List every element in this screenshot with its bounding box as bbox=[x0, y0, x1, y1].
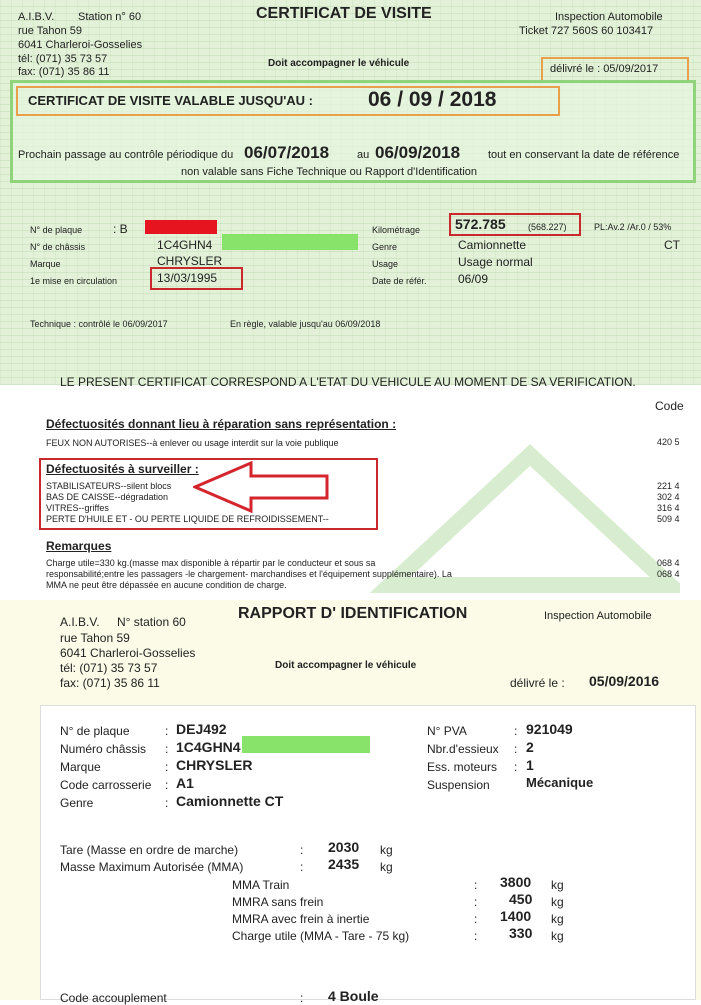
remarks-line: MMA ne peut être dépassée en aucune condition de charge. bbox=[46, 580, 287, 590]
valid-label: CERTIFICAT DE VISITE VALABLE JUSQU'AU : bbox=[28, 93, 314, 108]
watch-title: Défectuosités à surveiller : bbox=[46, 462, 199, 476]
pl-info: PL:Av.2 /Ar.0 / 53% bbox=[594, 222, 672, 232]
mma-value: 1400 bbox=[500, 908, 532, 924]
mma-colon: : bbox=[474, 895, 478, 909]
coupling-colon: : bbox=[300, 991, 304, 1005]
watch-item-code: 509 4 bbox=[657, 514, 680, 524]
mass-unit: kg bbox=[380, 843, 393, 857]
usage-value: Usage normal bbox=[458, 255, 533, 269]
field-value: 2 bbox=[526, 739, 534, 755]
cert-subtitle: Doit accompagner le véhicule bbox=[268, 58, 410, 69]
mma-unit: kg bbox=[551, 878, 564, 892]
watch-item: STABILISATEURS--silent blocs bbox=[46, 481, 172, 491]
field-label: Nbr.d'essieux bbox=[427, 742, 499, 756]
technique-status: En règle, valable jusqu'au 06/09/2018 bbox=[230, 319, 381, 329]
field-value: Camionnette CT bbox=[176, 793, 284, 809]
report-issued-value: 05/09/2016 bbox=[589, 673, 660, 689]
brand-value: CHRYSLER bbox=[157, 254, 223, 268]
valid-date: 06 / 09 / 2018 bbox=[368, 88, 497, 111]
watch-item-code: 302 4 bbox=[657, 492, 680, 502]
usage-label: Usage bbox=[372, 259, 399, 269]
report-fax: fax: (071) 35 86 11 bbox=[60, 676, 160, 690]
remarks-line: responsabilité;entre les passagers -le chargement- marchandises et l'équipement supplémentaire). La bbox=[46, 569, 452, 579]
cert-ticket: Ticket 727 560S 60 103417 bbox=[519, 25, 654, 37]
repair-title: Défectuosités donnant lieu à réparation sans représentation : bbox=[46, 417, 397, 431]
watch-item: PERTE D'HUILE ET - OU PERTE LIQUIDE DE REFROIDISSEMENT-- bbox=[46, 514, 329, 524]
field-value: CHRYSLER bbox=[176, 757, 253, 773]
report-station: N° station 60 bbox=[117, 615, 186, 629]
mma-label: MMRA sans frein bbox=[232, 895, 324, 909]
km-value: 572.785 bbox=[455, 216, 506, 232]
field-label: N° de plaque bbox=[60, 724, 130, 738]
field-colon: : bbox=[514, 760, 518, 774]
repair-item: FEUX NON AUTORISES--à enlever ou usage interdit sur la voie publique bbox=[46, 438, 339, 448]
next-from: 06/07/2018 bbox=[244, 143, 330, 162]
remarks-line: Charge utile=330 kg.(masse max disponible à répartir par le conducteur et sous sa bbox=[46, 558, 376, 568]
watch-item-code: 221 4 bbox=[657, 481, 680, 491]
mass-value: 2435 bbox=[328, 856, 360, 872]
mass-colon: : bbox=[300, 860, 304, 874]
report-title: RAPPORT D' IDENTIFICATION bbox=[238, 605, 468, 622]
mma-colon: : bbox=[474, 929, 478, 943]
field-value: 1C4GHN4 bbox=[176, 739, 241, 755]
field-colon: : bbox=[514, 742, 518, 756]
next-mid: au bbox=[357, 149, 370, 161]
genre-label: Genre bbox=[372, 242, 398, 252]
field-label: Suspension bbox=[427, 778, 490, 792]
remarks-code: 068 4 bbox=[657, 558, 680, 568]
watch-item: BAS DE CAISSE--dégradation bbox=[46, 492, 169, 502]
ref-value: 06/09 bbox=[458, 272, 489, 286]
field-colon: : bbox=[165, 796, 169, 810]
arrow-left-icon bbox=[193, 461, 331, 513]
field-colon: : bbox=[165, 760, 169, 774]
mma-label: MMA Train bbox=[232, 878, 290, 892]
coupling-label: Code accouplement bbox=[60, 991, 167, 1005]
field-label: N° PVA bbox=[427, 724, 467, 738]
field-value: Mécanique bbox=[526, 775, 594, 790]
field-value: DEJ492 bbox=[176, 721, 227, 737]
mass-colon: : bbox=[300, 843, 304, 857]
cert-street: rue Tahon 59 bbox=[18, 25, 83, 37]
first-reg-label: 1e mise en circulation bbox=[30, 276, 118, 286]
mma-label: Charge utile (MMA - Tare - 75 kg) bbox=[232, 929, 410, 943]
cert-notice: non valable sans Fiche Technique ou Rapport d'Identification bbox=[181, 166, 478, 178]
next-suffix: tout en conservant la date de référence bbox=[488, 149, 680, 161]
report-street: rue Tahon 59 bbox=[60, 631, 130, 645]
field-value: A1 bbox=[176, 775, 194, 791]
field-label: Code carrosserie bbox=[60, 778, 152, 792]
field-value: 1 bbox=[526, 757, 534, 773]
remarks-code: 068 4 bbox=[657, 569, 680, 579]
mma-colon: : bbox=[474, 878, 478, 892]
mass-unit: kg bbox=[380, 860, 393, 874]
next-to: 06/09/2018 bbox=[375, 143, 461, 162]
first-reg-value: 13/03/1995 bbox=[157, 271, 218, 285]
field-colon: : bbox=[165, 778, 169, 792]
cert-city: 6041 Charleroi-Gosselies bbox=[18, 39, 143, 51]
field-value: 921049 bbox=[526, 721, 573, 737]
report-subtitle: Doit accompagner le véhicule bbox=[275, 660, 417, 671]
field-label: Numéro châssis bbox=[60, 742, 147, 756]
mma-label: MMRA avec frein à inertie bbox=[232, 912, 370, 926]
defects-header: LE PRESENT CERTIFICAT CORRESPOND A L'ETAT DU VEHICULE AU MOMENT DE SA VERIFICATION. bbox=[60, 375, 636, 389]
cert-org: A.I.B.V. bbox=[18, 11, 55, 23]
watch-item: VITRES--griffes bbox=[46, 503, 109, 513]
remarks-title: Remarques bbox=[46, 539, 112, 553]
cert-inspection: Inspection Automobile bbox=[555, 11, 663, 23]
field-label: Ess. moteurs bbox=[427, 760, 498, 774]
genre-code: CT bbox=[664, 238, 680, 252]
field-colon: : bbox=[514, 724, 518, 738]
mma-unit: kg bbox=[551, 895, 564, 909]
code-label: Code bbox=[655, 399, 684, 413]
mma-value: 3800 bbox=[500, 874, 532, 890]
cert-station: Station n° 60 bbox=[78, 11, 142, 23]
cert-title: CERTIFICAT DE VISITE bbox=[256, 5, 432, 22]
brand-label: Marque bbox=[30, 259, 61, 269]
visit-certificate bbox=[0, 0, 701, 385]
report-city: 6041 Charleroi-Gosselies bbox=[60, 646, 196, 660]
next-prefix: Prochain passage au contrôle périodique du bbox=[18, 149, 234, 161]
report-inspection: Inspection Automobile bbox=[544, 610, 652, 622]
km-previous: (568.227) bbox=[528, 222, 567, 232]
technique-check: Technique : contrôlé le 06/09/2017 bbox=[30, 319, 168, 329]
coupling-value: 4 Boule bbox=[328, 988, 379, 1004]
field-label: Genre bbox=[60, 796, 94, 810]
cert-issued: délivré le : 05/09/2017 bbox=[550, 63, 659, 75]
plate-value: : B bbox=[113, 222, 128, 236]
chassis-redaction bbox=[222, 234, 358, 250]
field-colon: : bbox=[165, 724, 169, 738]
field-label: Marque bbox=[60, 760, 101, 774]
chassis-value: 1C4GHN4 bbox=[157, 238, 213, 252]
repair-item-code: 420 5 bbox=[657, 437, 680, 447]
report-issued-label: délivré le : bbox=[510, 676, 565, 690]
plate-redaction bbox=[145, 220, 217, 234]
cert-fax: fax: (071) 35 86 11 bbox=[18, 66, 110, 78]
report-org: A.I.B.V. bbox=[60, 615, 100, 629]
mass-label: Masse Maximum Autorisée (MMA) bbox=[60, 860, 244, 874]
watch-item-code: 316 4 bbox=[657, 503, 680, 513]
mass-label: Tare (Masse en ordre de marche) bbox=[60, 843, 239, 857]
genre-value: Camionnette bbox=[458, 238, 527, 252]
mass-value: 2030 bbox=[328, 839, 360, 855]
field-colon: : bbox=[165, 742, 169, 756]
chassis-redaction bbox=[242, 736, 370, 753]
cert-tel: tél: (071) 35 73 57 bbox=[18, 53, 108, 65]
mma-value: 330 bbox=[509, 925, 533, 941]
mma-unit: kg bbox=[551, 929, 564, 943]
report-tel: tél: (071) 35 73 57 bbox=[60, 661, 158, 675]
km-label: Kilométrage bbox=[372, 225, 421, 235]
ref-label: Date de référ. bbox=[372, 276, 427, 286]
mma-colon: : bbox=[474, 912, 478, 926]
plate-label: N° de plaque bbox=[30, 225, 83, 235]
mma-value: 450 bbox=[509, 891, 533, 907]
chassis-label: N° de châssis bbox=[30, 242, 86, 252]
mma-unit: kg bbox=[551, 912, 564, 926]
